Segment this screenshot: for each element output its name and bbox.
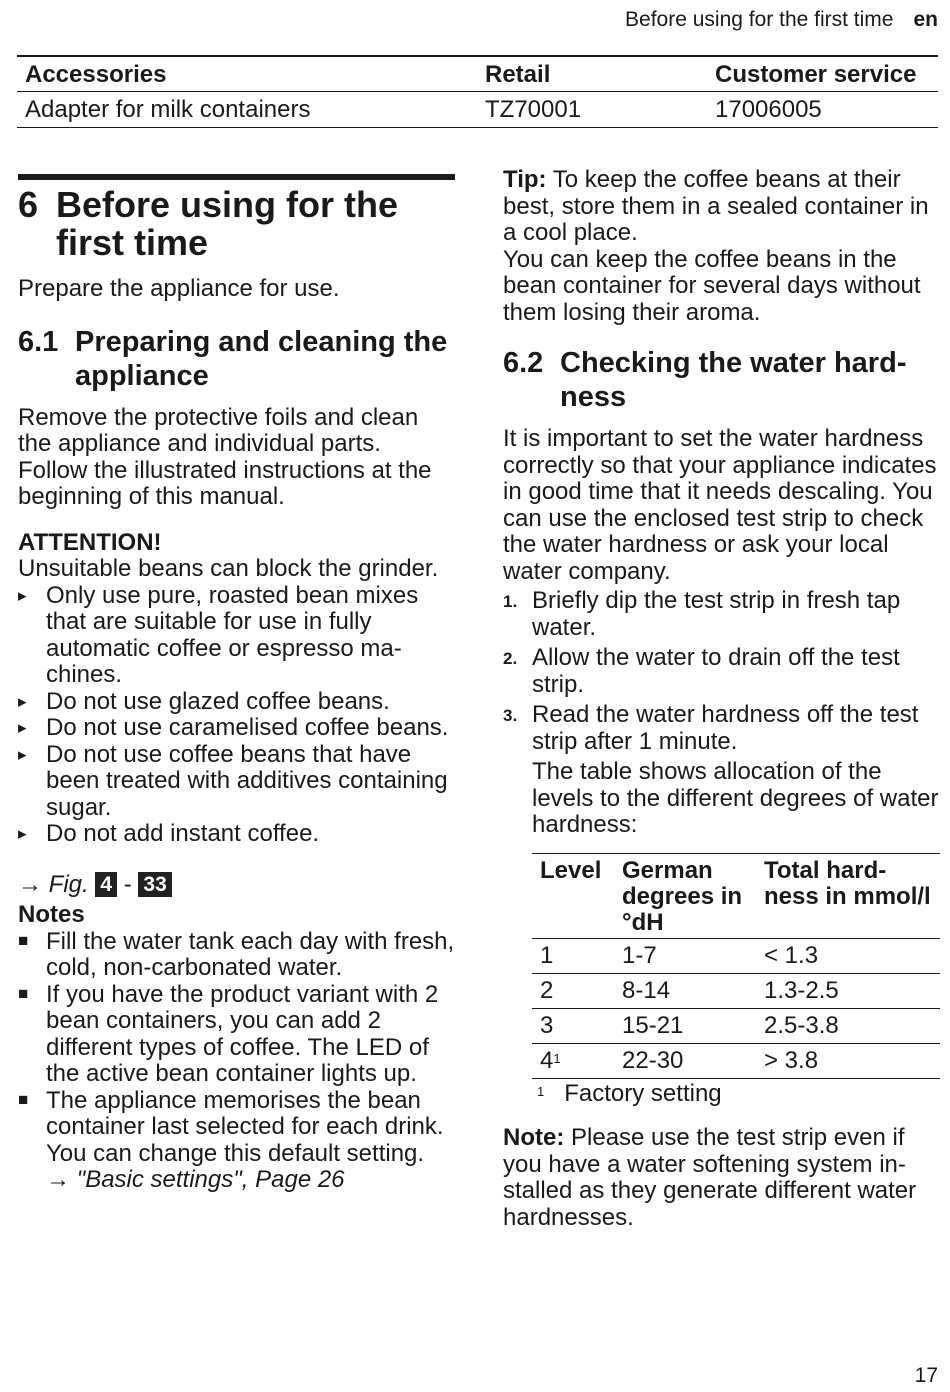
note-paragraph: [503, 1125, 940, 1231]
table-row: [532, 1008, 940, 1043]
step-number: 1.: [503, 592, 518, 611]
list-item: ■ If you have the product variant with 2 bean containers, you can add 2 different types of coffee. The LED of the active bean container lights up.: [18, 982, 455, 1088]
left-column: [18, 174, 455, 1194]
note-text: The appliance memorises the bean container last selected for each drink. You can change this default setting.: [46, 1086, 444, 1167]
page-number: 17: [914, 1364, 938, 1387]
note-label: Note:: [503, 1124, 565, 1151]
list-item: ▸ Do not use glazed coffee beans.: [18, 689, 455, 716]
level-cell: 2: [532, 973, 614, 1008]
section-title: Checking the water hardness: [560, 347, 907, 413]
accessories-header-row: [17, 58, 938, 91]
list-item: ■ Fill the water tank each day with fresh, cold, non-carbonated water.: [18, 929, 455, 982]
attention-list: [18, 583, 455, 848]
level-cell: $4^1$: [532, 1043, 614, 1078]
right-column: [503, 167, 940, 1231]
chapter-title: Before using for the first time: [56, 184, 399, 263]
customer-service-number: 17006005: [707, 91, 938, 127]
figure-start-badge: 4: [95, 872, 117, 897]
basic-settings-link[interactable]: → "Basic settings", Page 26: [46, 1166, 345, 1193]
mmol-cell: < 1.3: [756, 938, 940, 973]
chapter-number: 6: [18, 184, 39, 225]
chapter-heading: [18, 174, 455, 262]
table-row: [532, 1043, 940, 1078]
step-number: 3.: [503, 706, 518, 725]
dh-cell: 22-30: [614, 1043, 756, 1078]
steps-list: [503, 588, 940, 755]
tip-paragraph-2: You can keep the coffee beans in the bean container for several days without them losing their aroma.: [503, 245, 921, 326]
language-code: en: [913, 8, 938, 31]
tip-label: Tip:: [503, 166, 547, 193]
column-header-retail: Retail: [477, 58, 707, 91]
dh-cell: 1-7: [614, 938, 756, 973]
table-row: [532, 973, 940, 1008]
list-item: [503, 588, 940, 641]
list-item: [503, 702, 940, 755]
note-text: Please use the test strip even if you have a water softening system installed as they generate different water hardnesses.: [503, 1124, 917, 1231]
attention-label: ATTENTION!: [18, 528, 162, 556]
step-text: Read the water hardness off the test strip after 1 minute.: [532, 701, 919, 755]
mmol-cell: 1.3-2.5: [756, 973, 940, 1008]
section-number: 6.1: [18, 325, 59, 358]
list-item: ▸ Only use pure, roasted bean mixes that are suitable for use in fully automatic coffee or espresso machines.: [18, 583, 455, 689]
column-header-german-degrees: German degrees in °dH: [614, 853, 756, 938]
arrow-icon: →: [18, 870, 42, 898]
header-rule: [17, 55, 938, 57]
dh-cell: 8-14: [614, 973, 756, 1008]
step-text: Allow the water to drain off the test strip.: [532, 644, 900, 698]
level-cell: 3: [532, 1008, 614, 1043]
table-footnote: [503, 1081, 940, 1108]
table-row: [532, 938, 940, 973]
dh-cell: 15-21: [614, 1008, 756, 1043]
figure-label: Fig.: [48, 870, 89, 898]
section-body: Remove the protective foils and clean the appliance and individual parts. Follow the illustrated instructions at the beginning of this manual.: [18, 403, 432, 510]
list-item: [18, 1088, 455, 1194]
step-text: Briefly dip the test strip in fresh tap water.: [532, 587, 901, 641]
section-title: Preparing and cleaning the appliance: [75, 325, 448, 392]
section-number: 6.2: [503, 347, 544, 379]
list-item: ▸ Do not use caramelised coffee beans.: [18, 715, 455, 742]
mmol-cell: > 3.8: [756, 1043, 940, 1078]
water-hardness-table: [532, 853, 940, 1079]
figure-range-separator: -: [123, 870, 132, 898]
level-cell: 1: [532, 938, 614, 973]
running-head-title: Before using for the first time: [625, 8, 894, 31]
attention-text: Unsuitable beans can block the grinder.: [18, 555, 439, 582]
column-header-total-hardness: Total hardness in mmol/l: [756, 853, 940, 938]
tip-paragraph: [503, 167, 940, 247]
list-item: [503, 645, 940, 698]
retail-number: TZ70001: [477, 91, 707, 127]
figure-end-badge: 33: [138, 872, 171, 897]
tip-text: To keep the coffee beans at their best, store them in a sealed container in a cool place.: [503, 166, 929, 246]
accessories-table: [17, 58, 938, 128]
section-heading-6-2: [503, 346, 940, 414]
footnote-text: Factory setting: [564, 1079, 722, 1107]
table-row: [17, 91, 938, 127]
notes-list: [18, 929, 455, 1194]
column-header-accessories: Accessories: [17, 58, 477, 91]
accessory-name: Adapter for milk containers: [17, 91, 477, 127]
list-item: ▸ Do not add instant coffee.: [18, 821, 455, 848]
list-item: ▸ Do not use coffee beans that have been treated with additives containing sugar.: [18, 742, 455, 822]
step-number: 2.: [503, 649, 518, 668]
notes-label: Notes: [18, 901, 85, 928]
chapter-intro: Prepare the appliance for use.: [18, 275, 340, 302]
section-heading-6-1: [18, 325, 455, 393]
column-header-customer-service: Customer service: [707, 58, 938, 91]
running-head: [625, 8, 938, 32]
column-header-level: Level: [532, 853, 614, 938]
mmol-cell: 2.5-3.8: [756, 1008, 940, 1043]
table-intro: The table shows allocation of the levels to the different degrees of water hardness:: [532, 758, 939, 838]
footnote-marker: 1: [537, 1083, 545, 1099]
hardness-header-row: [532, 853, 940, 938]
figure-reference: [18, 872, 455, 899]
section-body: It is important to set the water hardness correctly so that your appliance indicates in good time that it needs descaling. You can use the enclosed test strip to check the water hardness or ask your local water company.: [503, 425, 937, 585]
